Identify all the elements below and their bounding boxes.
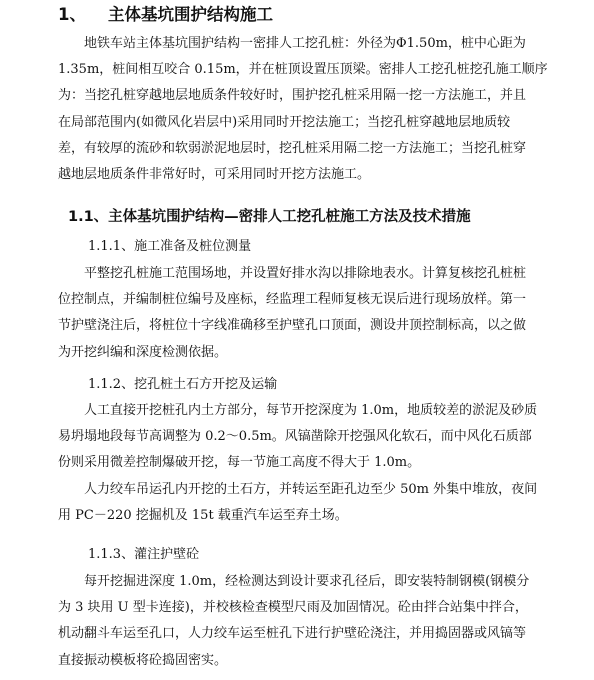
text-line: 用 PC－220 挖掘机及 15t 载重汽车运至弃土场。 (58, 508, 348, 524)
text-line: 位控制点，并编制桩位编号及座标，经监理工程师复核无误后进行现场放样。第一 (58, 292, 527, 308)
text-line: 为开挖纠编和深度检测依据。 (58, 344, 228, 360)
section-heading-1 (58, 4, 273, 26)
text-line: 份则采用微差控制爆破开挖，每一节施工高度不得大于 1.0m。 (58, 455, 421, 471)
subsubsection-heading: 1.1.1、施工准备及桩位测量 (88, 239, 252, 254)
body-paragraph (58, 261, 588, 366)
text-line: 为 3 块用 U 型卡连接)，并校核检查模型尺雨及加固情况。砼由拌合站集中拌合， (58, 600, 528, 616)
text-line: 每开挖掘进深度 1.0m，经检测达到设计要求孔径后，即安装特制钢模(钢模分 (84, 574, 530, 589)
subsubsection-heading: 1.1.2、挖孔桩土石方开挖及运输 (88, 377, 278, 392)
body-paragraph (58, 398, 588, 477)
subsubsection-heading: 1.1.3、灌注护壁砼 (88, 547, 200, 562)
body-paragraph (58, 477, 588, 529)
text-line: 人力绞车吊运孔内开挖的土石方，并转运至距孔边至少 50m 外集中堆放，夜间 (84, 482, 538, 497)
subsection-heading: 1.1、主体基坑围护结构—密排人工挖孔桩施工方法及技术措施 (68, 209, 471, 225)
section-title: 主体基坑围护结构施工 (108, 5, 273, 24)
text-line: 1.35m，桩间相互咬合 0.15m，并在桩顶设置压顶梁。密排人工挖孔桩挖孔施工顺序 (58, 62, 548, 78)
section-number: 1、 (58, 5, 86, 24)
text-line: 直接振动模板将砼捣固密实。 (58, 652, 228, 668)
intro-paragraph (58, 31, 588, 188)
text-line: 易坍塌地段每节高调整为 0.2～0.5m。风镐凿除开挖强风化软石，而中风化石质部 (58, 429, 532, 445)
text-line: 平整挖孔桩施工范围场地，并设置好排水沟以排除地表水。计算复核挖孔桩桩 (84, 266, 527, 281)
text-line: 差，有较厚的流砂和软弱淤泥地层时，挖孔桩采用隔二挖一方法施工；当挖孔桩穿 (58, 140, 527, 156)
text-line: 地铁车站主体基坑围护结构一密排人工挖孔桩：外径为Φ1.50m，桩中心距为 (84, 36, 526, 51)
text-line: 越地层地质条件非常好时，可采用同时开挖方法施工。 (58, 167, 371, 183)
body-paragraph (58, 569, 588, 674)
text-line: 为：当挖孔桩穿越地层地质条件较好时，围护挖孔桩采用隔一挖一方法施工，并且 (58, 88, 527, 104)
text-line: 在局部范围内(如微风化岩层中)采用同时开挖法施工；当挖孔桩穿越地层地质较 (58, 114, 511, 130)
text-line: 节护壁浇注后，将桩位十字线准确移至护壁孔口顶面，测设井顶控制标高，以之做 (58, 318, 527, 334)
text-line: 人工直接开挖桩孔内土方部分，每节开挖深度为 1.0m，地质较差的淤泥及砂质 (84, 403, 538, 418)
text-line: 机动翻斗车运至孔口，人力绞车运至桩孔下进行护壁砼浇注，并用捣固器或风镐等 (58, 626, 527, 642)
